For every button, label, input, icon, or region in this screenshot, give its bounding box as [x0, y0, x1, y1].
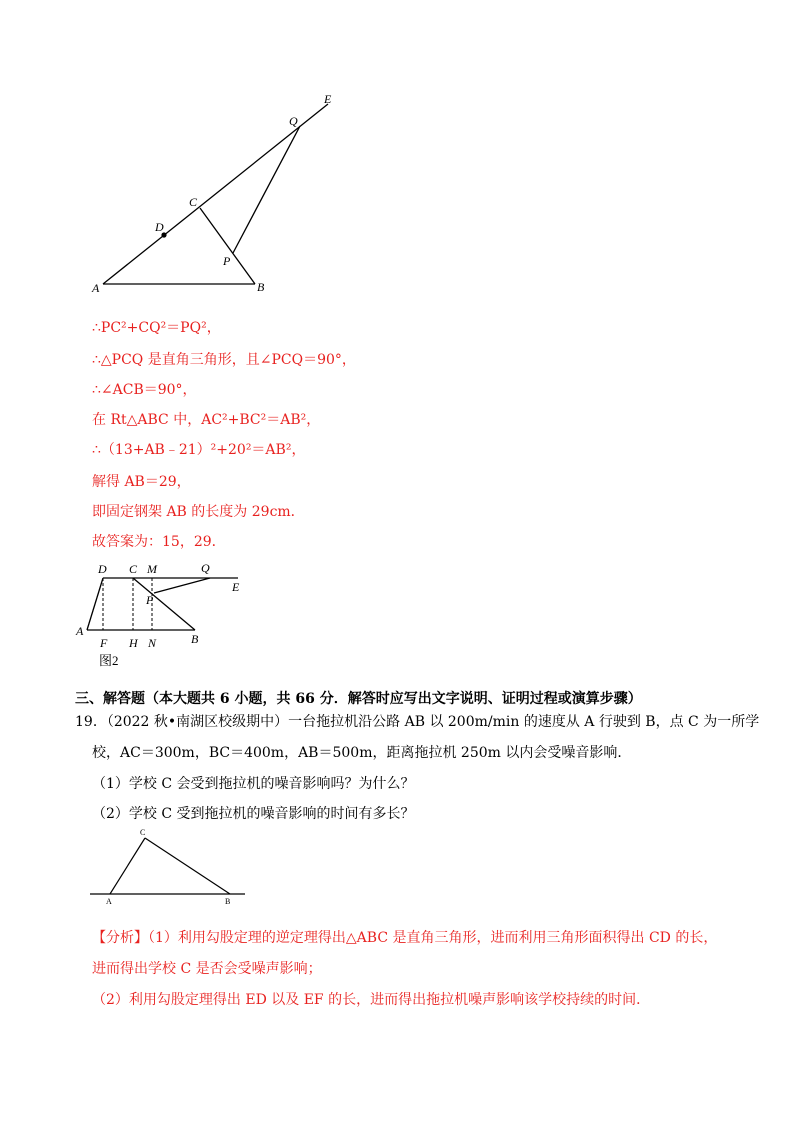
- label-q: Q: [201, 561, 210, 575]
- line-pq: [233, 126, 300, 253]
- line-pq: [154, 578, 210, 593]
- label-q: Q: [289, 114, 298, 128]
- label-e: E: [232, 580, 240, 594]
- label-c: C: [140, 828, 146, 837]
- section-heading: 三、解答题（本大题共 6 小题，共 66 分．解答时应写出文字说明、证明过程或演算步骤）: [75, 691, 642, 707]
- solution-line: 在 Rt△ABC 中，AC²+BC²＝AB²，: [92, 412, 321, 428]
- label-b: B: [191, 632, 199, 646]
- label-c: C: [189, 195, 198, 209]
- solution-line: ∴（13+AB﹣21）²+20²＝AB²，: [92, 442, 306, 458]
- label-a: A: [92, 281, 100, 295]
- line-cb: [200, 208, 255, 284]
- label-d: D: [155, 220, 164, 234]
- solution-line: 即固定钢架 AB 的长度为 29cm．: [92, 504, 305, 520]
- line-ae: [103, 104, 328, 284]
- label-m: M: [147, 562, 157, 576]
- analysis-tag: 【分析】: [92, 930, 148, 946]
- figure-caption: 图2: [99, 653, 119, 668]
- analysis-line-2: 进而得出学校 C 是否会受噪声影响；: [92, 961, 322, 977]
- label-n: N: [148, 636, 157, 650]
- line-cb: [145, 838, 230, 894]
- solution-line: ∴∠ACB＝90°，: [92, 382, 197, 398]
- figure-2-trapezoid: [70, 558, 260, 673]
- problem-19-line-1: 19．（2022 秋•南湖区校级期中）一台拖拉机沿公路 AB 以 200m/min 的速度从 A 行驶到 B，点 C 为一所学: [75, 714, 760, 730]
- problem-19-line-2: 校，AC＝300m，BC＝400m，AB＝500m，距离拖拉机 250m 以内会受噪音影响．: [92, 745, 632, 761]
- line-ad: [87, 578, 103, 630]
- label-p: P: [146, 593, 154, 607]
- solution-line: 解得 AB＝29，: [92, 474, 191, 490]
- analysis-text: （1）利用勾股定理的逆定理得出△ABC 是直角三角形，进而利用三角形面积得出 CD 的长，: [148, 930, 718, 946]
- label-a: A: [76, 624, 84, 638]
- label-a: A: [106, 897, 112, 906]
- label-b: B: [257, 280, 265, 294]
- line-cb: [133, 578, 195, 630]
- analysis-line-3: （2）利用勾股定理得出 ED 以及 EF 的长，进而得出拖拉机噪声影响该学校持续的时间．: [92, 992, 651, 1008]
- label-p: P: [223, 254, 231, 268]
- label-f: F: [100, 636, 108, 650]
- label-b: B: [225, 897, 231, 906]
- label-d: D: [98, 562, 107, 576]
- analysis-line-1: [92, 929, 717, 947]
- problem-19-question-2: （2）学校 C 受到拖拉机的噪音影响的时间有多长？: [92, 806, 415, 822]
- solution-line: ∴△PCQ 是直角三角形，且∠PCQ＝90°，: [92, 352, 356, 368]
- figure-triangle-abc: [85, 825, 255, 910]
- solution-line: 故答案为：15，29．: [92, 534, 226, 550]
- line-ac: [110, 838, 145, 894]
- label-c: C: [129, 562, 138, 576]
- solution-line: ∴PC²+CQ²＝PQ²，: [92, 320, 221, 336]
- problem-19-question-1: （1）学校 C 会受到拖拉机的噪音影响吗？为什么？: [92, 776, 415, 792]
- label-h: H: [129, 636, 138, 650]
- label-e: E: [324, 92, 332, 106]
- figure-triangle-pcq: [80, 85, 360, 300]
